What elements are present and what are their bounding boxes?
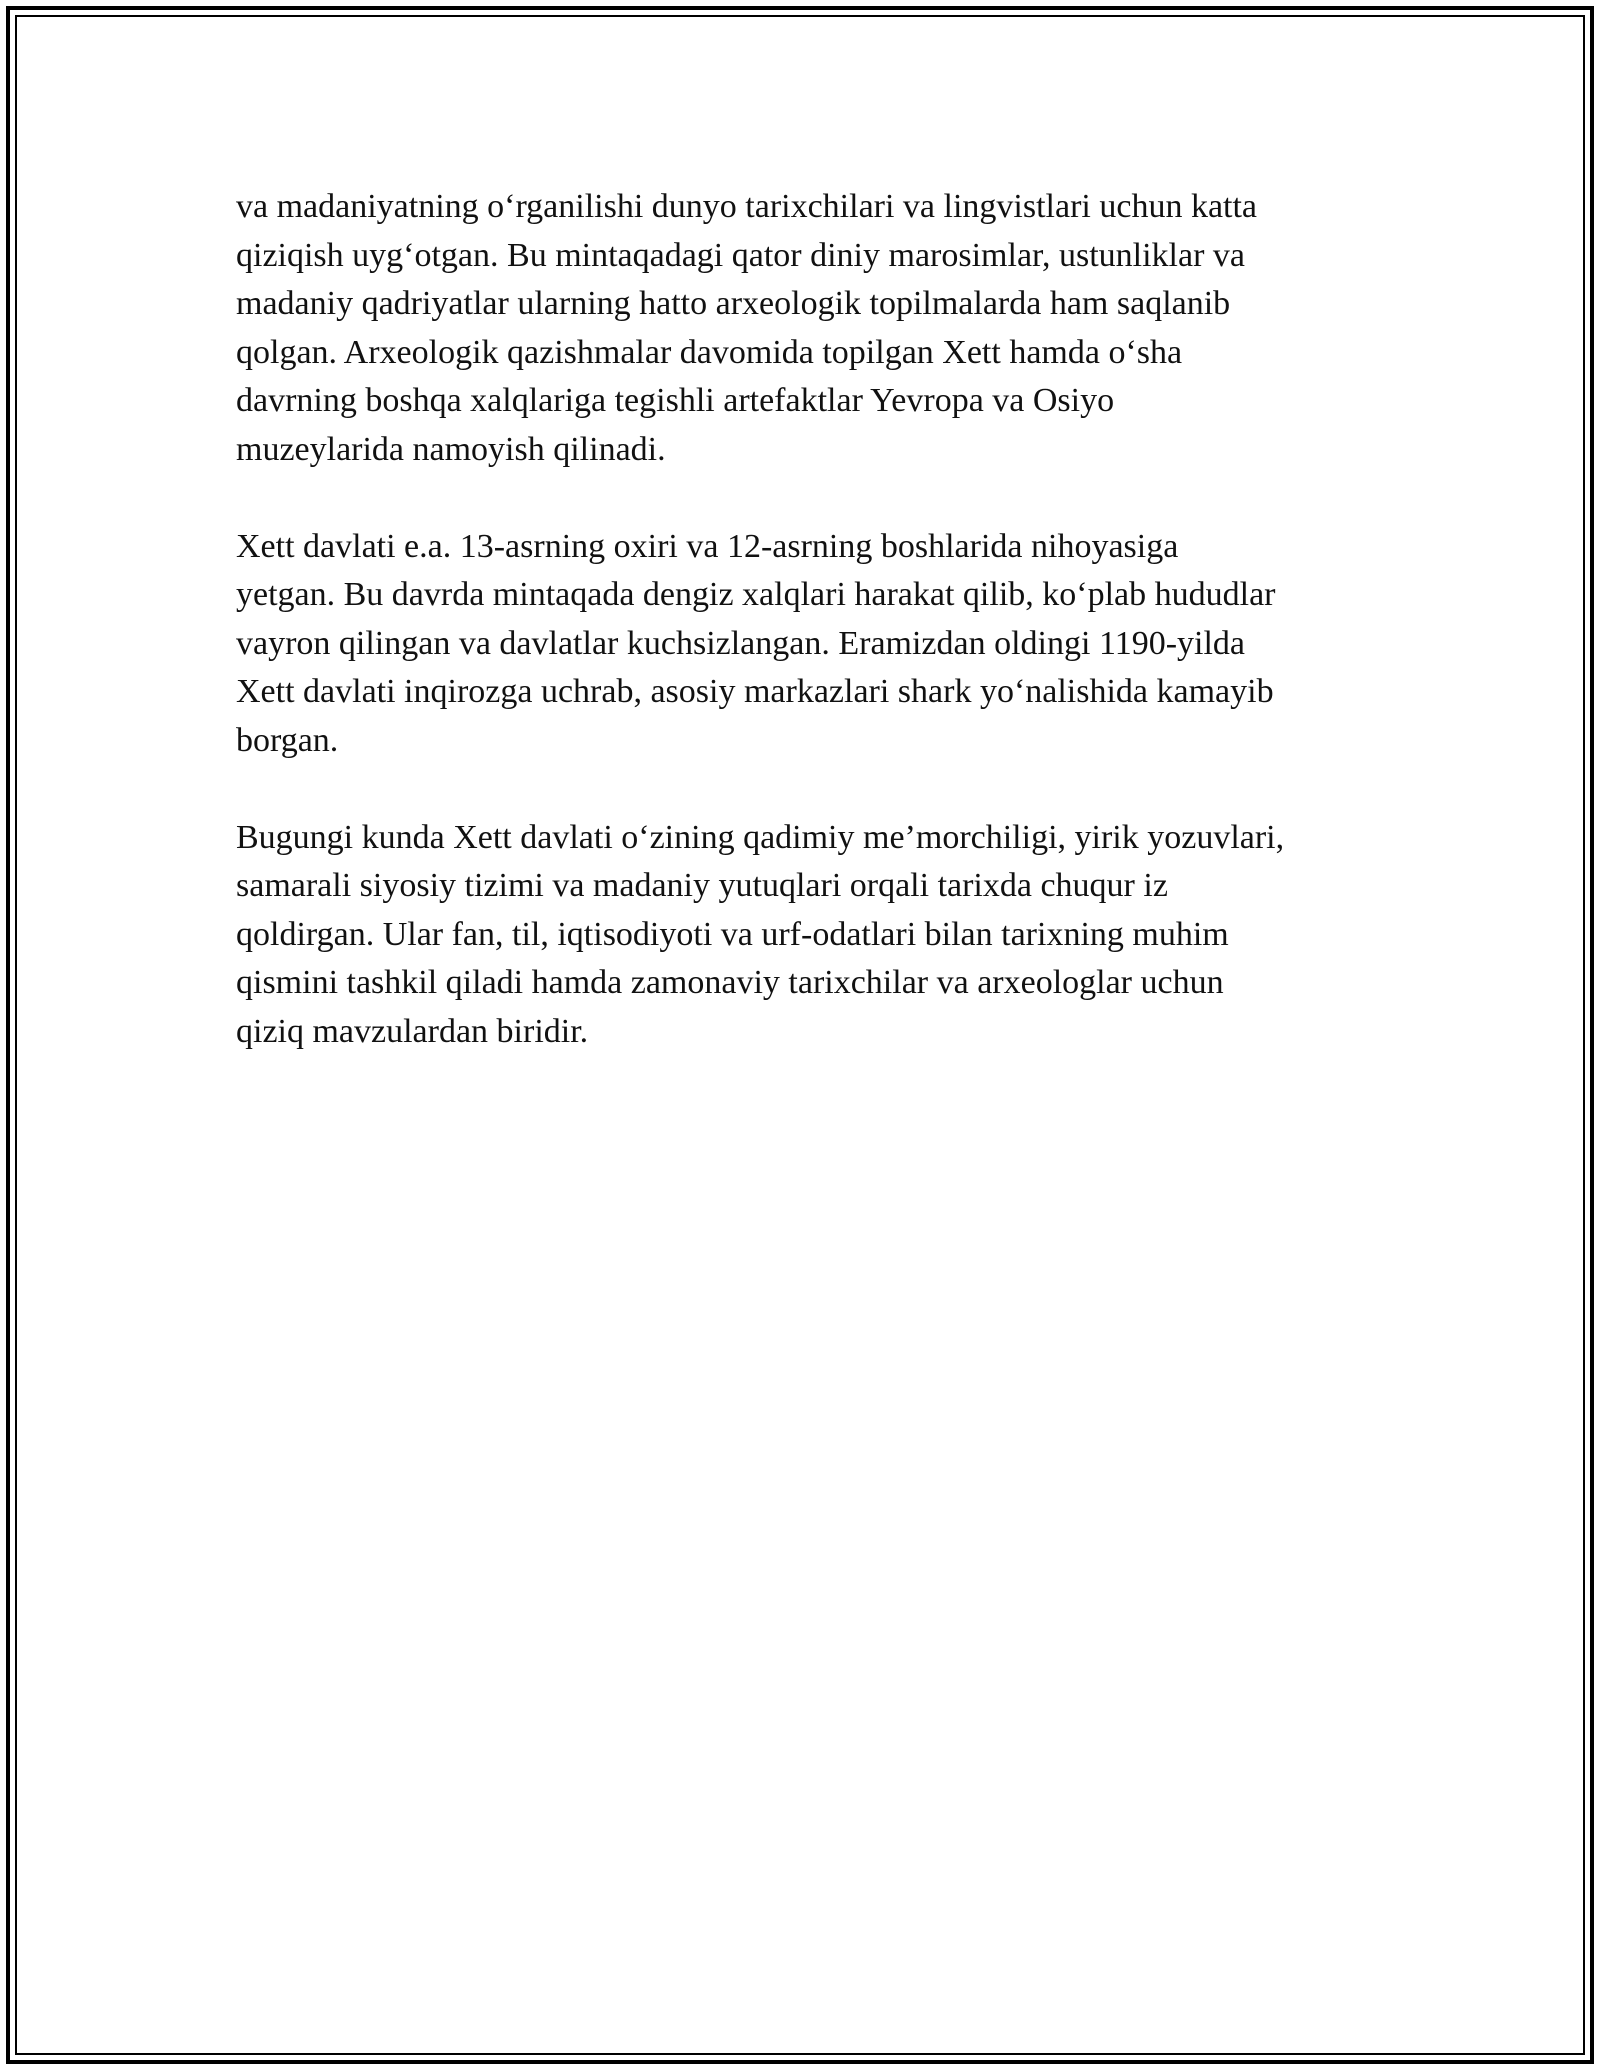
paragraph-2: Xett davlati e.a. 13-asrning oxiri va 12-asrning boshlarida nihoyasiga yetgan. Bu davrda mintaqada dengiz xalqlari harakat qilib, ko‘plab hududlar vayron qilingan va davlatlar kuchsizlangan. Eramizdan oldingi 1190-yilda Xett davlati inqirozga uchrab, asosiy markazlari shark yo‘nalishida kamayib borgan. [236,527,1276,759]
paragraph-3: Bugungi kunda Xett davlati o‘zining qadimiy me’morchiligi, yirik yozuvlari, samarali siyosiy tizimi va madaniy yutuqlari orqali tarixda chuqur iz qoldirgan. Ular fan, til, iqtisodiyoti va urf-odatlari bilan tarixning muhim qismini tashkil qiladi hamda zamonaviy tarixchilar va arxeologlar uchun qiziq mavzulardan biridir. [236,818,1285,1050]
document-body [236,183,1386,1105]
paragraph-1: va madaniyatning o‘rganilishi dunyo tarixchilari va lingvistlari uchun katta qiziqish uyg‘otgan. Bu mintaqadagi qator diniy marosimlar, ustunliklar va madaniy qadriyatlar ularning hatto arxeologik topilmalarda ham saqlanib qolgan. Arxeologik qazishmalar davomida topilgan Xett hamda o‘sha davrning boshqa xalqlariga tegishli artefaktlar Yevropa va Osiyo muzeylarida namoyish qilinadi. [236,188,1258,468]
